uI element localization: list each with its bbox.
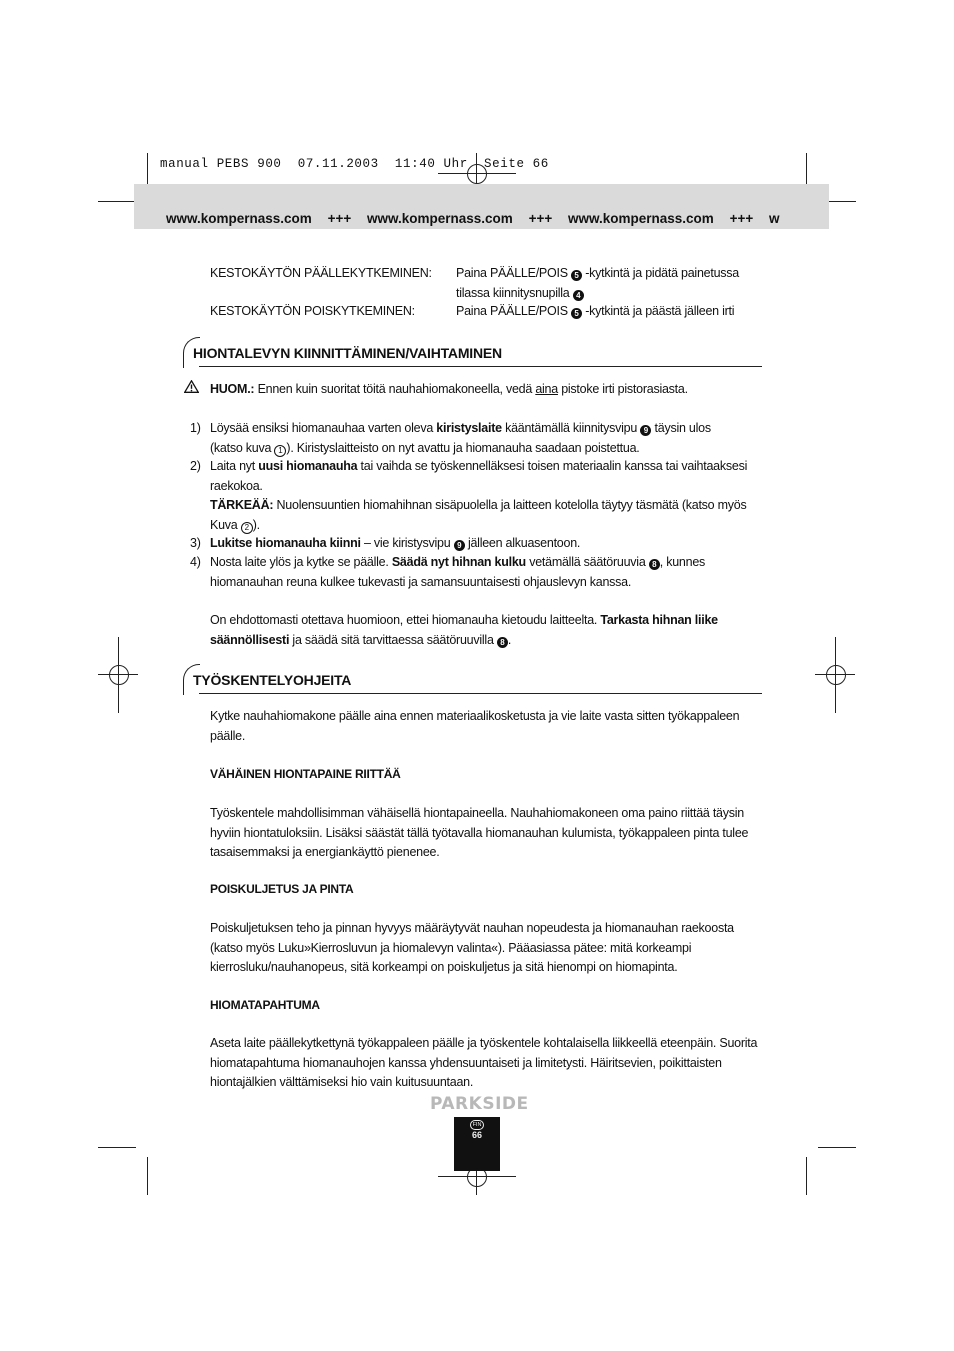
continuous-on-text-3: tilassa kiinnitysnupilla xyxy=(456,285,570,300)
step-number: 3) xyxy=(190,536,201,550)
warning-note xyxy=(210,380,762,400)
continuous-off-text xyxy=(456,302,766,322)
note-underlined: aina xyxy=(535,382,558,396)
subheading: POISKULJETUS JA PINTA xyxy=(210,882,354,896)
paragraph: Työskentele mahdollisimman vähäisellä hiontapaineella. Nauhahiomakoneen oma paino riittää täysin hyviin hiontatuloksiin. Lisäksi säästät tällä työtavalla hiomanauhan kulumista, työkappaleen pinta tulee tasaisemmaksi ja energiankäyttö pienenee. xyxy=(210,806,749,859)
ref-marker: 4 xyxy=(573,290,584,301)
step-text-part: tai vaihda se työskennelläksesi toisen materiaalin kanssa tai vaihtaaksesi raekokoa. xyxy=(210,459,748,493)
step-text-part: ). xyxy=(252,517,260,532)
website-link: www.kompernass.com xyxy=(367,211,513,226)
ref-marker: 8 xyxy=(497,637,508,648)
continuous-off-text-1: Paina PÄÄLLE/POIS xyxy=(456,304,568,318)
step-text-part: – vie kiristysvipu xyxy=(363,536,451,550)
ref-marker: 9 xyxy=(640,425,651,436)
step-text-part: jälleen alkuasentoon. xyxy=(467,536,581,550)
paragraph: Aseta laite päällekytkettynä työkappaleen päälle ja työskentele kohtalaisella liikkeellä eteenpäin. Suorita hiomatapahtuma hiomanauhojen kanssa yhdensuuntaiseti ja limitetysti. Häiritsevien, poikittaisten hiontajälkien välttämiseksi hio vain kuitusuuntaan. xyxy=(210,1036,758,1089)
step-number: 4) xyxy=(190,555,201,569)
section-title: TYÖSKENTELYOHJEITA xyxy=(193,672,352,688)
continuous-on-text-2: -kytkintä ja pidätä painetussa xyxy=(585,266,739,280)
separator: +++ xyxy=(327,211,352,226)
step-text xyxy=(210,553,762,592)
continuous-off-label: KESTOKÄYTÖN POISKYTKEMINEN: xyxy=(210,304,415,318)
final-note-text: ja säädä sitä tarvittaessa säätöruuvilla xyxy=(292,632,494,647)
language-code: FIN xyxy=(470,1120,484,1130)
step-text-part: , kunnes hiomanauhan reuna kulkee tukevasti ja samansuuntaisesti ohjauslevyn kanssa. xyxy=(210,555,706,589)
step-text-part: vetämällä säätöruuvia xyxy=(529,555,646,569)
website-link: www.kompernass.com xyxy=(166,211,312,226)
section-title: HIONTALEVYN KIINNITTÄMINEN/VAIHTAMINEN xyxy=(193,345,502,361)
step-text xyxy=(210,457,762,535)
step-text-part: (katso kuva xyxy=(210,440,272,455)
continuous-on-text-1: Paina PÄÄLLE/POIS xyxy=(456,266,568,280)
website-link: www.kompernass.com xyxy=(568,211,714,226)
crop-mark-top-left-h xyxy=(98,201,136,202)
website-banner-text xyxy=(166,211,792,226)
subheading: HIOMATAPAHTUMA xyxy=(210,998,320,1012)
continuous-on-text xyxy=(456,264,766,303)
step-item xyxy=(190,534,762,554)
page-number: 66 xyxy=(471,1130,482,1140)
step-text-part: Laita nyt xyxy=(210,459,256,473)
print-slug: manual PEBS 900 07.11.2003 11:40 Uhr Seite 66 xyxy=(160,157,549,171)
ref-marker: 9 xyxy=(454,540,465,551)
step-text-bold: Lukitse hiomanauha kiinni xyxy=(210,536,361,550)
step-text-bold: uusi hiomanauha xyxy=(258,459,358,473)
figure-ref: 2 xyxy=(241,522,253,534)
step-text xyxy=(210,534,762,554)
note-text: Ennen kuin suoritat töitä nauhahiomakoneella, vedä xyxy=(257,382,533,396)
intro-paragraph: Kytke nauhahiomakone päälle aina ennen materiaalikosketusta ja vie laite vasta sitten työkappaleen päälle. xyxy=(210,709,740,743)
ref-marker: 5 xyxy=(571,308,582,319)
final-note-text: . xyxy=(507,632,512,647)
final-note-text: On ehdottomasti otettava huomioon, ettei hiomanauha kietoudu laitteelta. xyxy=(210,613,598,627)
website-link-fragment: w xyxy=(769,211,780,226)
separator: +++ xyxy=(729,211,754,226)
step-text-part: täysin ulos xyxy=(654,421,711,435)
section-heading xyxy=(183,337,762,367)
step-text-bold: Säädä nyt hihnan kulku xyxy=(391,555,526,569)
continuous-on-label: KESTOKÄYTÖN PÄÄLLEKYTKEMINEN: xyxy=(210,266,432,280)
final-note-bold: Tarkasta hihnan liike säännöllisesti xyxy=(210,613,718,647)
step-item xyxy=(190,419,762,459)
crop-mark-bottom-right-v xyxy=(806,1157,807,1195)
important-label: TÄRKEÄÄ: xyxy=(210,498,274,512)
parkside-logo: PARKSIDE xyxy=(430,1094,529,1114)
step-text xyxy=(210,419,762,458)
step-item xyxy=(190,553,762,593)
page-number-box xyxy=(454,1117,500,1171)
crop-mark-bottom-left-v xyxy=(147,1157,148,1195)
crop-mark-bottom-left-h xyxy=(98,1147,136,1148)
step-text-part: Nosta laite ylös ja kytke se päälle. xyxy=(210,555,389,569)
important-text: Nuolensuuntien hiomahihnan sisäpuolella ja laitteen kotelolla täytyy täsmätä (katso myös Kuva xyxy=(210,498,747,532)
step-number: 2) xyxy=(190,459,201,473)
section-heading xyxy=(183,664,762,694)
step-item xyxy=(190,457,762,537)
ref-marker: 5 xyxy=(571,270,582,281)
separator: +++ xyxy=(528,211,553,226)
continuous-off-text-2: -kytkintä ja päästä jälleen irti xyxy=(585,304,735,318)
note-text: pistoke irti pistorasiasta. xyxy=(561,382,688,396)
website-banner xyxy=(134,184,829,229)
final-note xyxy=(210,611,762,650)
step-text-bold: kiristyslaite xyxy=(436,421,502,435)
step-text-part: kääntämällä kiinnitysvipu xyxy=(505,421,638,435)
subheading: VÄHÄINEN HIONTAPAINE RIITTÄÄ xyxy=(210,767,401,781)
figure-ref: 1 xyxy=(274,445,286,457)
warning-triangle-icon xyxy=(184,380,199,398)
step-text-part: Löysää ensiksi hiomanauhaa varten oleva xyxy=(210,421,434,435)
ref-marker: 8 xyxy=(649,559,660,570)
step-number: 1) xyxy=(190,421,201,435)
crop-mark-bottom-right-h xyxy=(818,1147,856,1148)
note-label: HUOM.: xyxy=(210,382,255,396)
paragraph: Poiskuljetuksen teho ja pinnan hyvyys määräytyvät nauhan nopeudesta ja hiomanauhan raekoosta (katso myös Luku»Kierrosluvun ja hiomalevyn valinta«). Pääasiassa pätee: mitä korkeampi kierrosluku/nauhanopeus, sitä korkeampi on poiskuljetus ja sitä hienompi on hiomapinta. xyxy=(210,921,734,974)
step-text-part: ). Kiristyslaitteisto on nyt avattu ja hiomanauha saadaan poistettua. xyxy=(286,440,640,455)
